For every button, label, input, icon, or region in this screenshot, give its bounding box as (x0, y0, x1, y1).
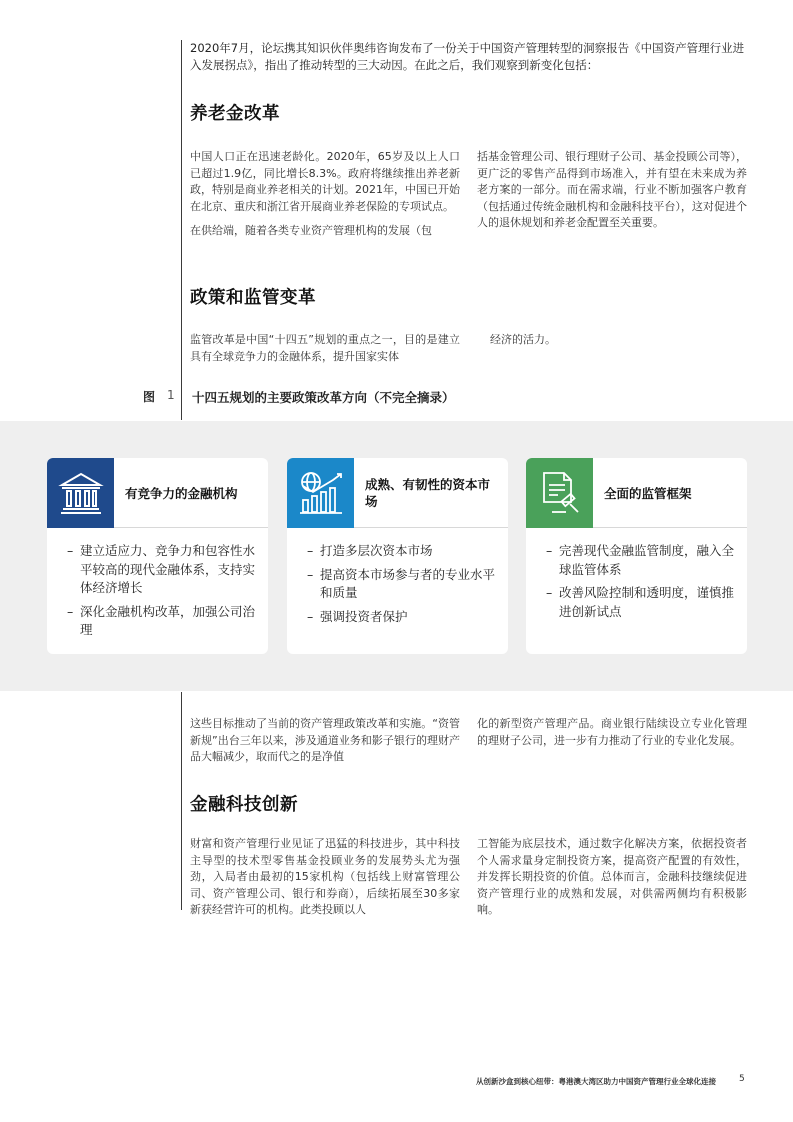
policy-heading: 政策和监管变革 (190, 288, 316, 308)
footer-title: 从创新沙盒到核心纽带：粤港澳大湾区助力中国资产管理行业全球化连接 (476, 1077, 716, 1086)
pension-heading: 养老金改革 (190, 104, 280, 124)
pension-left-p2: 在供给端，随着各类专业资产管理机构的发展（包 (190, 224, 432, 237)
policy-left-p1: 监管改革是中国“十四五”规划的重点之一，目的是建立具有全球竞争力的金融体系，提升国家实体 (190, 333, 460, 363)
globe-bar-chart-icon (287, 458, 354, 528)
fintech-right-column (477, 836, 747, 919)
policy-card-capital-market (287, 458, 508, 654)
page-number: 5 (739, 1074, 745, 1084)
list-item-text: 改善风险控制和透明度，谨慎推进创新试点 (559, 585, 735, 619)
list-item-text: 深化金融机构改革，加强公司治理 (80, 603, 256, 637)
card-item-list (67, 542, 262, 645)
card-header (287, 458, 508, 528)
list-item: – 深化金融机构改革，加强公司治理 (67, 603, 256, 637)
list-item: – 改善风险控制和透明度，谨慎推进创新试点 (546, 585, 735, 619)
after-right-column (477, 716, 747, 749)
pension-right-column (477, 149, 747, 232)
list-item-text: 建立适应力、竞争力和包容性水平较高的现代金融体系，支持实体经济增长 (80, 543, 256, 595)
list-item: – 完善现代金融监管制度，融入全球监管体系 (546, 543, 735, 577)
card-title: 成熟、有韧性的资本市场 (365, 477, 491, 509)
figure-number: 1 (167, 388, 175, 402)
policy-left-column (190, 332, 460, 365)
fintech-left-p1: 财富和资产管理行业见证了迅猛的科技进步，其中科技主导型的技术型零售基金投顾业务的发展势头尤为强劲，入局者由最初的15家机构（包括线上财富管理公司、资产管理公司、银行和券商），后续拓展至30多家新获经营许可的机构。此类投顾以人 (190, 837, 460, 916)
left-rule-top (181, 40, 182, 420)
document-gavel-icon (526, 458, 593, 528)
intro-paragraph: 2020年7月，论坛携其知识伙伴奥纬咨询发布了一份关于中国资产管理转型的洞察报告《中国资产管理行业进入发展拐点》，指出了推动转型的三大动因。在此之后，我们观察到新变化包括： (190, 41, 745, 72)
left-rule-bottom (181, 692, 182, 910)
list-item: – 建立适应力、竞争力和包容性水平较高的现代金融体系，支持实体经济增长 (67, 543, 256, 595)
list-item: – 强调投资者保护 (307, 608, 408, 624)
after-left-column (190, 716, 460, 766)
after-left-p1: 这些目标推动了当前的资产管理政策改革和实施。“资管新规”出台三年以来，涉及通道业务和影子银行的理财产品大幅减少，取而代之的是净值 (190, 717, 460, 763)
card-title: 有竞争力的金融机构 (125, 485, 238, 501)
figure-title: 十四五规划的主要政策改革方向（不完全摘录） (192, 390, 455, 405)
policy-right-column (490, 332, 760, 349)
pension-left-p1: 中国人口正在迅速老龄化。2020年，65岁及以上人口已超过1.9亿，同比增长8.3%。政府将继续推出养老新政，特别是商业养老相关的计划。2021年，中国已开始在北京、重庆和浙江省开展商业养老保险的专项试点。 (190, 150, 460, 213)
list-item-text: 强调投资者保护 (320, 608, 408, 624)
figure-label: 图 (143, 390, 156, 404)
after-right-p1: 化的新型资产管理产品。商业银行陆续设立专业化管理的理财子公司，进一步有力推动了行业的专业化发展。 (477, 717, 747, 747)
bank-building-icon (47, 458, 114, 528)
fintech-heading: 金融科技创新 (190, 795, 298, 815)
pension-left-column (190, 149, 460, 240)
list-item-text: 完善现代金融监管制度，融入全球监管体系 (559, 543, 735, 577)
list-item: – 打造多层次资本市场 (307, 543, 433, 558)
policy-card-regulatory-framework (526, 458, 747, 654)
card-title: 全面的监管框架 (604, 485, 692, 501)
fintech-left-column (190, 836, 460, 919)
card-header (526, 458, 747, 528)
card-header (47, 458, 268, 528)
list-item: – 提高资本市场参与者的专业水平和质量 (307, 566, 496, 600)
card-item-list (307, 542, 502, 631)
list-item-text: 提高资本市场参与者的专业水平和质量 (320, 566, 496, 600)
list-item-text: 打造多层次资本市场 (320, 543, 433, 558)
pension-right-p1: 括基金管理公司、银行理财子公司、基金投顾公司等），更广泛的零售产品得到市场准入，并有望在未来成为养老方案的一部分。而在需求端，行业不断加强客户教育（包括通过传统金融机构和金融科技平台），这对促进个人的退休规划和养老金配置至关重要。 (477, 150, 747, 229)
card-item-list (546, 542, 741, 626)
policy-card-financial-institutions (47, 458, 268, 654)
fintech-right-p1: 工智能为底层技术，通过数字化解决方案，依据投资者个人需求量身定制投资方案，提高资产配置的有效性，并发挥长期投资的价值。总体而言，金融科技继续促进资产管理行业的成熟和发展，对供需两侧均有积极影响。 (477, 837, 747, 916)
policy-right-p1: 经济的活力。 (490, 333, 556, 346)
